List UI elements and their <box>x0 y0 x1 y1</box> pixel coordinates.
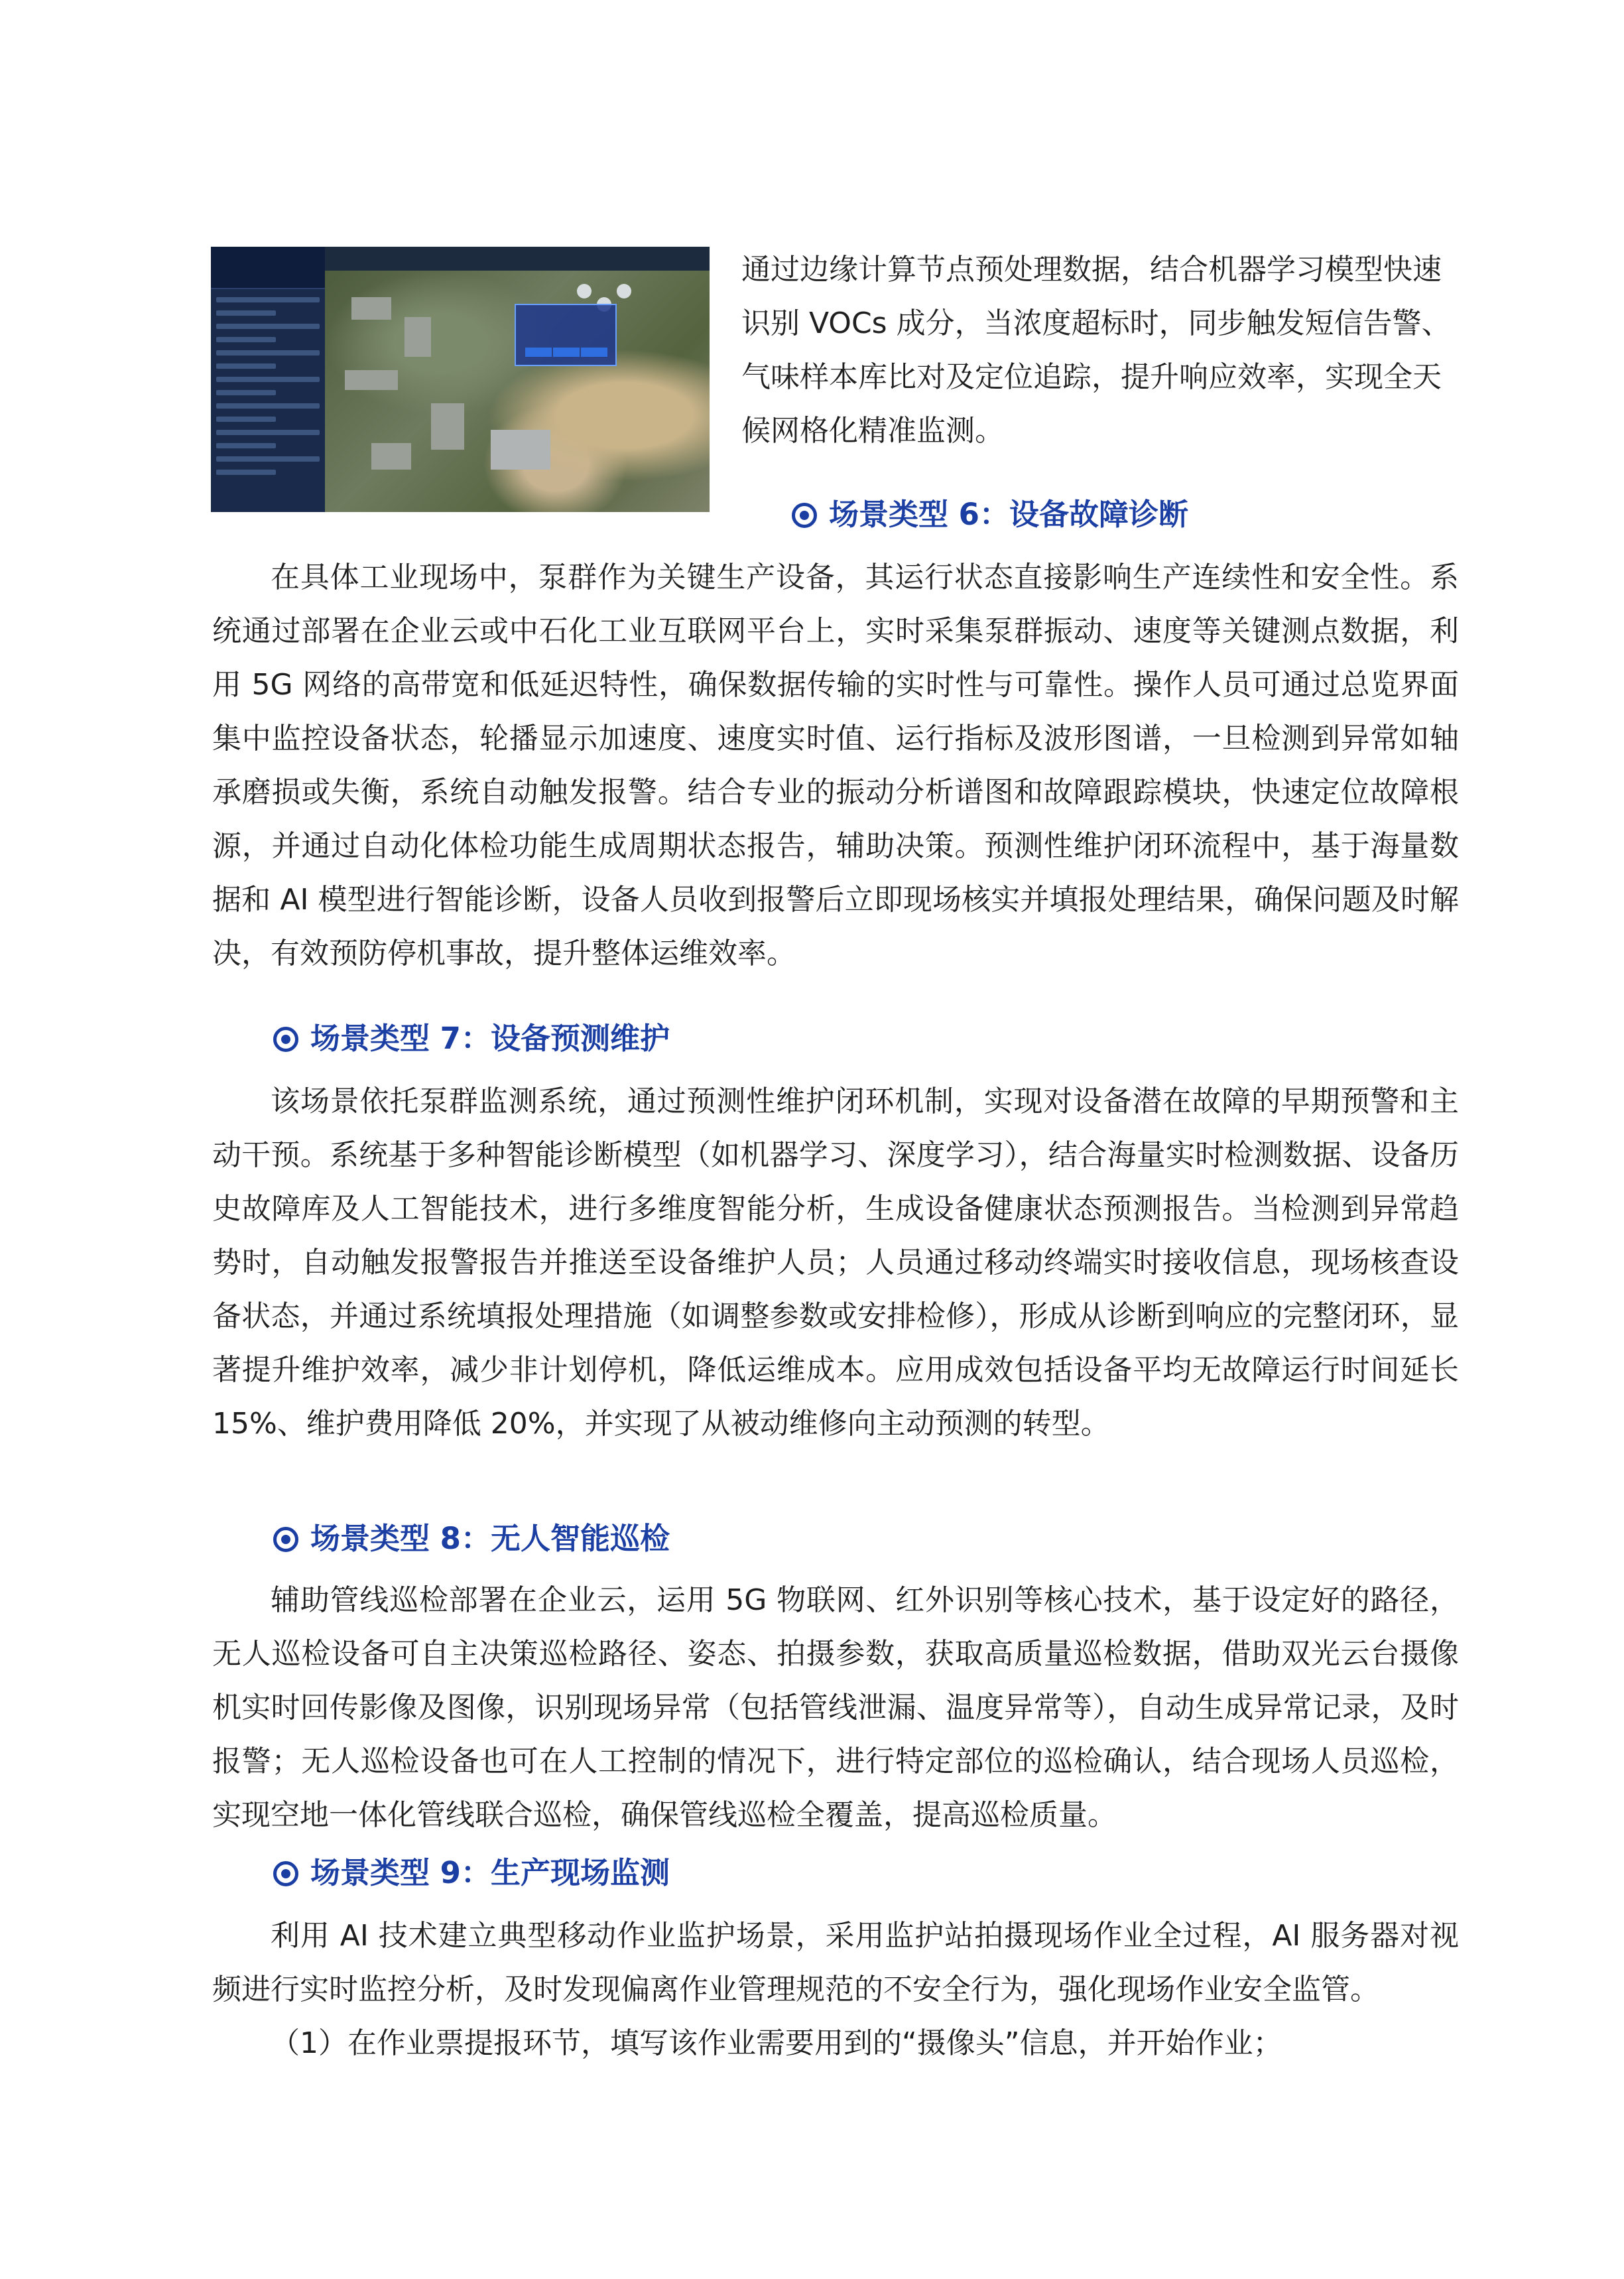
radio-bullet-icon <box>792 503 817 528</box>
intro-paragraph <box>741 243 1458 458</box>
intro-line: 气味样本库比对及定位追踪，提升响应效率，实现全天 <box>741 360 1442 394</box>
map-info-popup <box>515 304 617 366</box>
radio-bullet-icon <box>273 1527 298 1552</box>
list-item-1: （1）在作业票提报环节，填写该作业需要用到的“摄像头”信息，并开始作业； <box>271 2026 1282 2060</box>
section-6-heading: 场景类型 6：设备故障诊断 <box>792 495 1188 535</box>
figure-topbar <box>325 247 710 271</box>
section-6-body: 在具体工业现场中，泵群作为关键生产设备，其运行状态直接影响生产连续性和安全性。系统通过部署在企业云或中石化工业互联网平台上，实时采集泵群振动、速度等关键测点数据，利用 5G 网络的高带宽和低延迟特性，确保数据传输的实时性与可靠性。操作人员可通过总览界面集中监控设备状态，轮播显示加速度、速度实时值、运行指标及波形图谱，一旦检测到异常如轴承磨损或失衡，系统自动触发报警。结合专业的振动分析谱图和故障跟踪模块，快速定位故障根源，并通过自动化体检功能生成周期状态报告，辅助决策。预测性维护闭环流程中，基于海量数据和 AI 模型进行智能诊断，设备人员收到报警后立即现场核实并填报处理结果，确保问题及时解决，有效预防停机事故，提升整体运维效率。 <box>212 560 1459 970</box>
figure-sidebar <box>211 247 325 512</box>
monitoring-screenshot-figure <box>211 247 710 512</box>
section-9-heading: 场景类型 9：生产现场监测 <box>273 1853 670 1893</box>
section-7-heading: 场景类型 7：设备预测维护 <box>273 1019 670 1059</box>
section-8-heading: 场景类型 8：无人智能巡检 <box>273 1519 670 1559</box>
radio-bullet-icon <box>273 1027 298 1052</box>
intro-line: 候网格化精准监测。 <box>741 414 1004 448</box>
intro-line: 通过边缘计算节点预处理数据，结合机器学习模型快速 <box>741 253 1442 287</box>
section-9-body: 利用 AI 技术建立典型移动作业监护场景，采用监护站拍摄现场作业全过程，AI 服务器对视频进行实时监控分析，及时发现偏离作业管理规范的不安全行为，强化现场作业安全监管。 <box>212 1919 1459 2006</box>
radio-bullet-icon <box>273 1861 298 1886</box>
section-8-body: 辅助管线巡检部署在企业云，运用 5G 物联网、红外识别等核心技术，基于设定好的路径，无人巡检设备可自主决策巡检路径、姿态、拍摄参数，获取高质量巡检数据，借助双光云台摄像机实时回传影像及图像，识别现场异常（包括管线泄漏、温度异常等），自动生成异常记录，及时报警；无人巡检设备也可在人工控制的情况下，进行特定部位的巡检确认，结合现场人员巡检，实现空地一体化管线联合巡检，确保管线巡检全覆盖，提高巡检质量。 <box>212 1583 1459 1832</box>
section-7-body: 该场景依托泵群监测系统，通过预测性维护闭环机制，实现对设备潜在故障的早期预警和主动干预。系统基于多种智能诊断模型（如机器学习、深度学习），结合海量实时检测数据、设备历史故障库及人工智能技术，进行多维度智能分析，生成设备健康状态预测报告。当检测到异常趋势时，自动触发报警报告并推送至设备维护人员；人员通过移动终端实时接收信息，现场核查设备状态，并通过系统填报处理措施（如调整参数或安排检修），形成从诊断到响应的完整闭环，显著提升维护效率，减少非计划停机，降低运维成本。应用成效包括设备平均无故障运行时间延长 15%、维护费用降低 20%，并实现了从被动维修向主动预测的转型。 <box>212 1084 1459 1441</box>
intro-line: 识别 VOCs 成分，当浓度超标时，同步触发短信告警、 <box>741 306 1451 340</box>
